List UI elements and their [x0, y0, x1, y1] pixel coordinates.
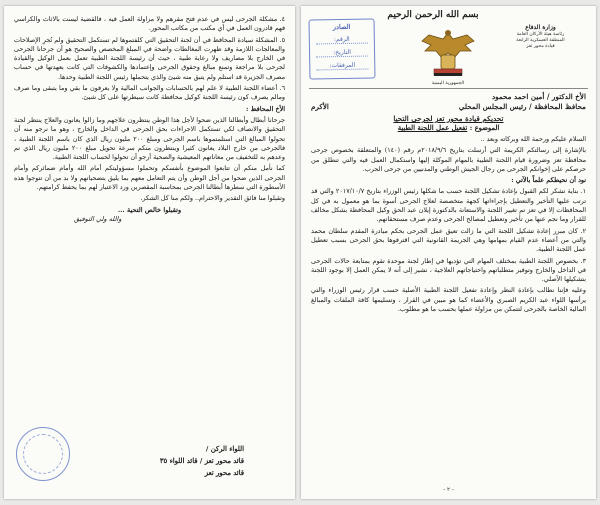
- eagle-emblem-icon: [419, 27, 477, 81]
- paragraph: بالإشارة إلى رسالتكم الكريمة التي أرسلت بتاريخ ٢٠١٨/٩/٦م رقم (١٤٠) والمتعلقة بخصوص جرحى محافظة تعز وضرورة قيام اللجنة الطبية بالمهام الموكلة إليها واستكمال العمل فيه والتي تنطلق من حرصكم على إخوانكم الجرحى من رجال الجيش الوطني والمدنيين من جرحى الحرب.: [311, 146, 587, 173]
- paragraph: ٦. أعضاء اللجنة الطبية لا علم لهم بالحسابات والجوانب المالية ولا يعرفون ما بقي وما يتبقى وما صرف ومالم يصرف كون رئيسة اللجنة كوكيل محافظة كانت سيطرتها على كل شيئ.: [14, 84, 285, 102]
- subject-label: الموضوع :: [469, 124, 500, 132]
- paragraph: وتقبلوا منا فائق التقدير والاحترام.. ولكم منا كل الشكر.: [140, 194, 285, 203]
- letterhead-line: قيادة محور تعز: [526, 44, 555, 49]
- greeting-title: تحديكم قيادة محور تعز لجرحى التحيا: [393, 114, 504, 123]
- honorific: الأكرم: [311, 102, 329, 111]
- paragraph: كما نأمل منكم أن تتابعوا الموضوع بأنفسكم وتحملوا مسؤوليتكم أمام الله وأمام ضمائركم وأمام الجرحى الذين ضحوا من أجل الوطن وأن يتم التعامل معهم بما يليق بتضحياتهم ولا بد من أن تتوجوا هذه الأسطورة التي سطرها أبطالنا الجرحى بمحاسبة المقصرين ورد الاعتبار لهم بما يحفظ كرامتهم.: [14, 164, 285, 192]
- paragraph: ٢. كان مبرر إعادة تشكيل اللجنة التي ما زالت تعيق عمل الجرحى بحكم مبادرة المقدم سلطان محمد والتي من أعضاء عدم القيام بمهامها وهي الجريمة القانونية التي اقترفوها بحق الجرحى بسبب تعطيل عمل اللجنة الطبية.: [311, 226, 586, 254]
- stamp-field: التاريخ:: [316, 49, 368, 58]
- addressee-role: محافظ المحافظة / رئيس المجلس المحلي: [458, 102, 586, 111]
- paragraph: ٥. المشكلة سيادة المحافظ في أن لجنة التحقيق التي كلفتموها لم تستكمل التحقيق ولم تُجرِ الإصلاحات والمعالجات اللازمة وقد ظهرت المغالطات واضحة في المبلغ المخصص والصحيح هو أن جرحانا الجرحى في الخارج بلا مصاريف ولا رعاية طبية ، حيث أن رئيسة اللجنة الطبية تعمل بعمل الوكيل والقيادة لجرحى بلا مراجعة وتمنع مبالغ وحقوق الجرحى وإعتمادها والكشوفات التي كانت بعهدتها في حساب مصرف الجزيرة قد استلم ولم يتبق منه شيئ والذي يتحملها رئيس اللجنة الطبية وحدها.: [14, 35, 285, 81]
- paragraph: نود أن نحيطكم علماً بالآتي :: [511, 176, 586, 185]
- addressee-row: [311, 102, 586, 112]
- paragraph: ٣. بخصوص اللجنة الطبية بمختلف المهام التي تؤديها في إطار لجنة موحدة تقوم بمتابعة حالات الجرحى في الداخل والخارج وتوفير متطلباتهم واحتياجاتهم العلاجية ، نشير إلى أنه لا يمكن العمل إلا بوجود اللجنة بتشكيلها الأصلي.: [311, 256, 586, 284]
- stamp-title: الصادر: [332, 22, 351, 32]
- letter-page-1: [301, 6, 596, 499]
- official-stamp: [16, 427, 70, 481]
- letterhead-line: وزارة الدفاع: [525, 24, 556, 31]
- paragraph: وعليه فإننا نطالب بإعادة النظر وإعادة تفعيل اللجنة الطبية الأصلية حسب قرار رئيس الوزراء والتي يرأسها اللواء عبد الكريم الصبري والأعضاء كما هو مبين في القرار ، وتسليمها كافة الملفات والمبالغ المالية الخاصة بالجرحى لتتمكن من مزاولة عملها بحسب ما هو مطلوب.: [311, 286, 586, 314]
- letter-page-2: [4, 6, 295, 499]
- addressee: الأخ الدكتور / أمين احمد محمود: [491, 92, 586, 101]
- subject-line: [311, 124, 586, 132]
- stamp-field: الرقم:: [316, 36, 368, 45]
- letterhead-line: المنطقة العسكرية الرابعة: [516, 38, 565, 43]
- letterhead: [493, 24, 588, 50]
- stamp-field: المرفقات:: [316, 62, 368, 71]
- closing-greeting: وتقبلوا خالص التحية ...: [117, 205, 182, 214]
- closing-phrase: والله ولي التوفيق: [74, 214, 122, 223]
- emblem-caption: الجمهورية اليمنية: [431, 81, 465, 86]
- paragraph: جرحانا أبطال وأبطالنا الذين ضحوا لأجل هذا الوطن ينتظرون علاجهم وما زالوا يعانون والعلاج ينتظر لجنة التحقيق والانصاف لكي تستكمل الاجراءات بحق الجرحى في الداخل والخارج ، وهو ما نرجو منه أن تحولوا المبالغ التي استلمتموها باسم الجرحى ومبلغ ٢٠٠ مليون ريال الذي كان باسم اللجنة الطبية ، فالجرحى من خارج البلاد يعانون كثيرا وينتظرون منكم سرعة تحويل مبلغ ٢٠٠ مليون ريال الذي تم وعدهم به للتخفيف من معاناتهم المعيشية والصحية أرجو أن تحولوا لحساب اللجنة الطبية.: [14, 115, 286, 162]
- letterhead-line: رئاسة هيئة الأركان العامة: [516, 32, 565, 37]
- page-number: - ٢ -: [443, 487, 454, 493]
- salutation: الأخ المحافظ :: [246, 104, 285, 113]
- signature-line: اللواء الركن /: [205, 445, 244, 453]
- outgoing-stamp: [308, 18, 375, 79]
- subject-text: تفعيل عمل اللجنة الطبية: [397, 124, 468, 132]
- header-divider: [309, 88, 588, 89]
- paragraph: السلام عليكم ورحمة الله وبركاته وبعد ..: [480, 135, 586, 143]
- signature-block: [74, 443, 244, 479]
- letter-body: [311, 92, 586, 316]
- signature-line: قائد محور تعز / قائد اللواء ٣٥: [159, 457, 244, 465]
- paragraph: ٤. مشكلة الجرحى ليس في عدم فتح مقرهم ولا مزاولة العمل فيه ، فالقضية ليست بالاثاث والكراسي فهم قادرون العمل في أي مكتب من مكاتب المحور.: [14, 15, 285, 33]
- signature-line: قائد محور تعز: [204, 469, 244, 477]
- letter-body: [14, 15, 285, 223]
- basmala-heading: بسم الله الرحمن الرحيم: [387, 10, 479, 20]
- paragraph: ١. بناية تشكر لكم القبول بإعادة تشكيل اللجنة حسب ما شكلها رئيس الوزراء بتاريخ ٢٠١٧/١٠/٧ والتي قد ترتب عليها التأخير والتعطيل بإجراءاتها كجهة متخصصة لعلاج الجرحى أسوة بما هو معمول به في كل المحافظات إلا في تعز تم تغيير اللجنة والاستعانة بالدكتورة إيلان عبد الحق وكيل المحافظة بشكل مخالف للقرار وما نجم عنها من تأخير وتعطيل لمصالح الجرحى وعدم صرف مستحقاتهم.: [311, 187, 586, 224]
